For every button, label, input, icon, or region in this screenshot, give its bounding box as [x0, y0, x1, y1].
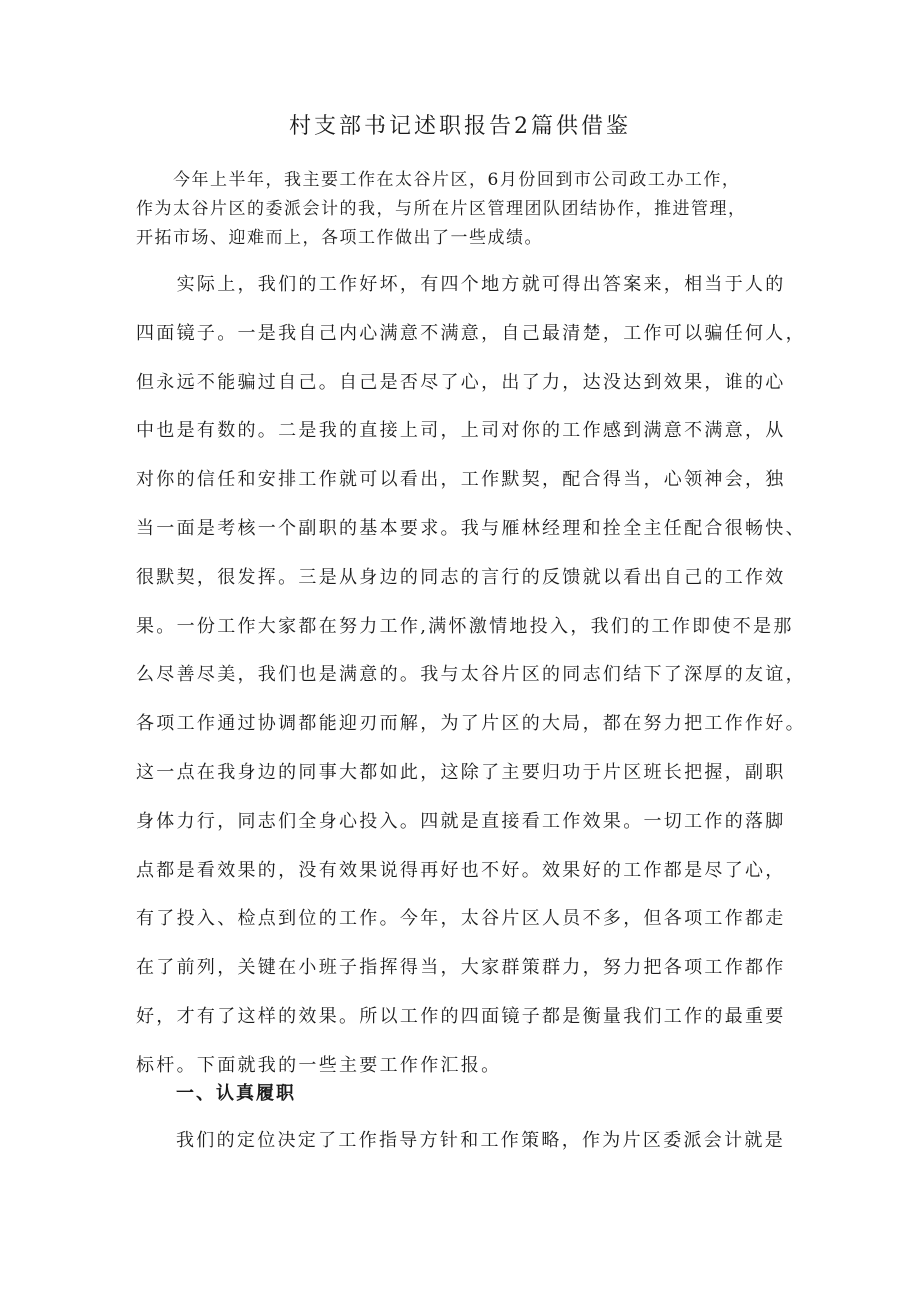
body-line: 有了投入、检点到位的工作。今年，太谷片区人员不多，但各项工作都走 — [136, 908, 786, 930]
body-line: 果。一份工作大家都在努力工作,满怀激情地投入，我们的工作即使不是那 — [136, 615, 794, 637]
body-line: 这一点在我身边的同事大都如此，这除了主要归功于片区班长把握，副职 — [136, 761, 786, 783]
intro-paragraph — [136, 166, 796, 253]
body-line: 实际上，我们的工作好坏，有四个地方就可得出答案来，相当于人的 — [136, 274, 786, 295]
body-line: 么尽善尽美，我们也是满意的。我与太谷片区的同志们结下了深厚的友谊， — [136, 664, 806, 686]
intro-line: 开拓市场、迎难而上，各项工作做出了一些成绩。 — [136, 228, 543, 248]
document-title: 村支部书记述职报告2篇供借鉴 — [289, 114, 631, 139]
body-line: 对你的信任和安排工作就可以看出，工作默契，配合得当，心领神会，独 — [136, 469, 786, 491]
body-line: 当一面是考核一个副职的基本要求。我与雁林经理和拴全主任配合很畅快、 — [136, 517, 806, 539]
body-line: 点都是看效果的，没有效果说得再好也不好。效果好的工作都是尽了心， — [136, 859, 786, 881]
body-line: 在了前列，关键在小班子指挥得当，大家群策群力，努力把各项工作都作 — [136, 957, 786, 979]
body-line: 各项工作通过协调都能迎刃而解，为了片区的大局，都在努力把工作作好。 — [136, 713, 806, 735]
body-paragraph — [136, 268, 806, 1098]
section-heading: 一、认真履职 — [176, 1083, 296, 1104]
body-line: 很默契，很发挥。三是从身边的同志的言行的反馈就以看出自己的工作效 — [136, 566, 786, 588]
body-line: 标杆。下面就我的一些主要工作作汇报。 — [136, 1054, 502, 1076]
body-line: 中也是有数的。二是我的直接上司，上司对你的工作感到满意不满意，从 — [136, 420, 786, 442]
intro-line: 作为太谷片区的委派会计的我，与所在片区管理团队团结协作，推进管理， — [136, 199, 747, 219]
body-line: 但永远不能骗过自己。自己是否尽了心，出了力，达没达到效果，谁的心 — [136, 371, 786, 393]
section-first-line: 我们的定位决定了工作指导方针和工作策略，作为片区委派会计就是 — [176, 1130, 785, 1151]
intro-line: 今年上半年，我主要工作在太谷片区，6月份回到市公司政工办工作， — [136, 170, 741, 190]
body-line: 四面镜子。一是我自己内心满意不满意，自己最清楚，工作可以骗任何人， — [136, 322, 806, 344]
body-line: 好，才有了这样的效果。所以工作的四面镜子都是衡量我们工作的最重要 — [136, 1005, 786, 1027]
body-line: 身体力行，同志们全身心投入。四就是直接看工作效果。一切工作的落脚 — [136, 810, 786, 832]
